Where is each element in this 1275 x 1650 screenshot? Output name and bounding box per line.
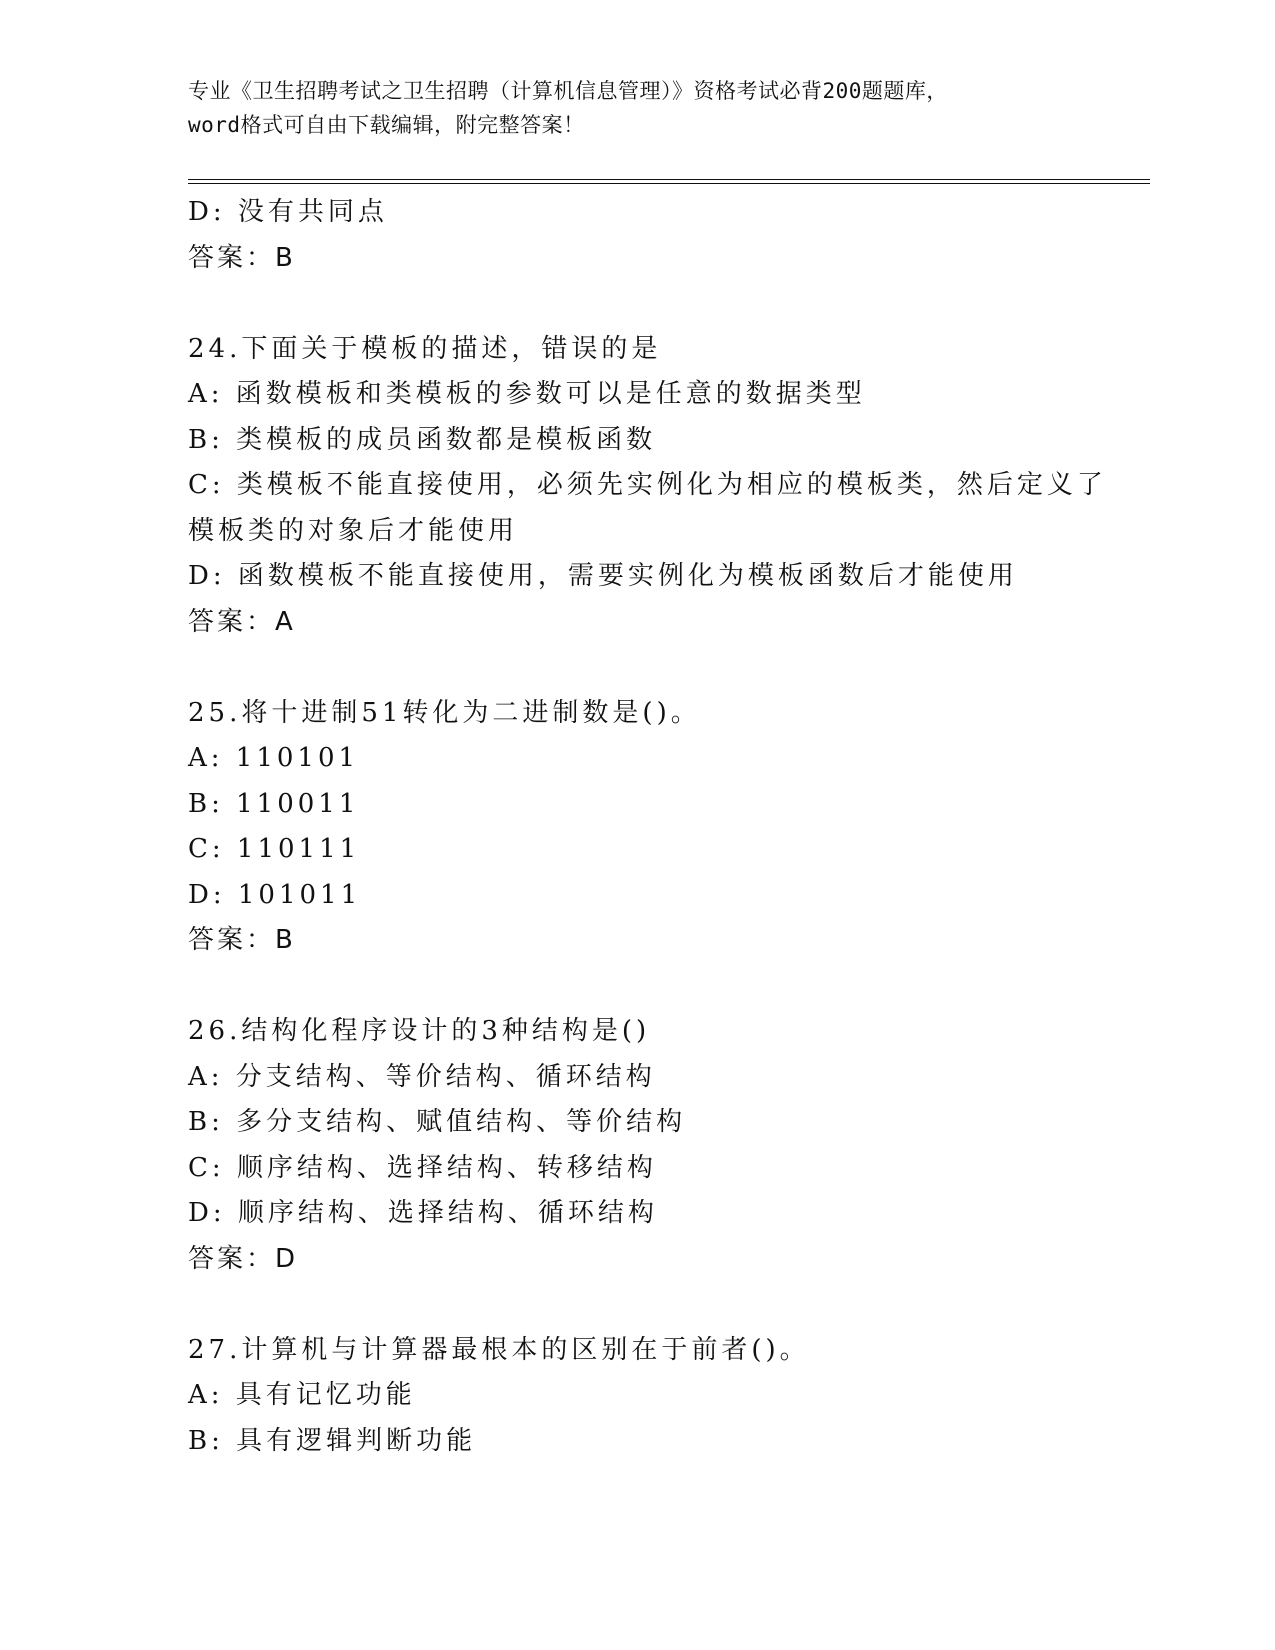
- question-block-27: [188, 1328, 1148, 1465]
- option-d: D: 101011: [188, 879, 362, 910]
- spacer: [188, 645, 1148, 691]
- option-a: A: 函数模板和类模板的参数可以是任意的数据类型: [188, 379, 866, 409]
- option-d: D: 函数模板不能直接使用，需要实例化为模板函数后才能使用: [188, 561, 1018, 591]
- header-title-line-2: word格式可自由下载编辑，附完整答案！: [188, 113, 585, 137]
- answer: 答案：B: [188, 242, 296, 273]
- question-block-26: [188, 1009, 1148, 1282]
- option-a: A: 具有记忆功能: [188, 1380, 416, 1410]
- question-stem: 25.将十进制51转化为二进制数是()。: [188, 697, 701, 728]
- question-block-24: [188, 327, 1148, 646]
- header-divider-top: [188, 179, 1150, 180]
- question-stem: 27.计算机与计算器最根本的区别在于前者()。: [188, 1334, 810, 1365]
- spacer: [188, 1282, 1148, 1328]
- option-c: C: 顺序结构、选择结构、转移结构: [188, 1152, 657, 1183]
- option-d: D: 没有共同点: [188, 197, 388, 227]
- option-d: D: 顺序结构、选择结构、循环结构: [188, 1198, 658, 1228]
- option-a: A: 分支结构、等价结构、循环结构: [188, 1061, 656, 1092]
- option-b: B: 多分支结构、赋值结构、等价结构: [188, 1107, 687, 1137]
- answer: 答案：A: [188, 606, 296, 637]
- answer: 答案：B: [188, 925, 296, 955]
- header-divider-bottom: [188, 183, 1150, 184]
- option-c: C: 110111: [188, 834, 361, 864]
- question-block-prev: [188, 190, 1148, 281]
- question-block-25: [188, 691, 1148, 964]
- option-b: B: 具有逻辑判断功能: [188, 1425, 477, 1456]
- option-c-continuation: 模板类的对象后才能使用: [188, 515, 519, 546]
- spacer: [188, 964, 1148, 1010]
- option-b: B: 110011: [188, 788, 360, 819]
- option-a: A: 110101: [188, 743, 360, 773]
- spacer: [188, 281, 1148, 327]
- question-list: [188, 190, 1148, 1464]
- header-title-line-1: 专业《卫生招聘考试之卫生招聘（计算机信息管理）》资格考试必背200题题库，: [188, 79, 948, 103]
- question-stem: 26.结构化程序设计的3种结构是(): [188, 1016, 651, 1046]
- answer: 答案：D: [188, 1243, 299, 1274]
- question-stem: 24.下面关于模板的描述，错误的是: [188, 333, 662, 364]
- option-c: C: 类模板不能直接使用，必须先实例化为相应的模板类，然后定义了: [188, 470, 1107, 500]
- document-header: [188, 74, 1088, 142]
- option-b: B: 类模板的成员函数都是模板函数: [188, 424, 657, 455]
